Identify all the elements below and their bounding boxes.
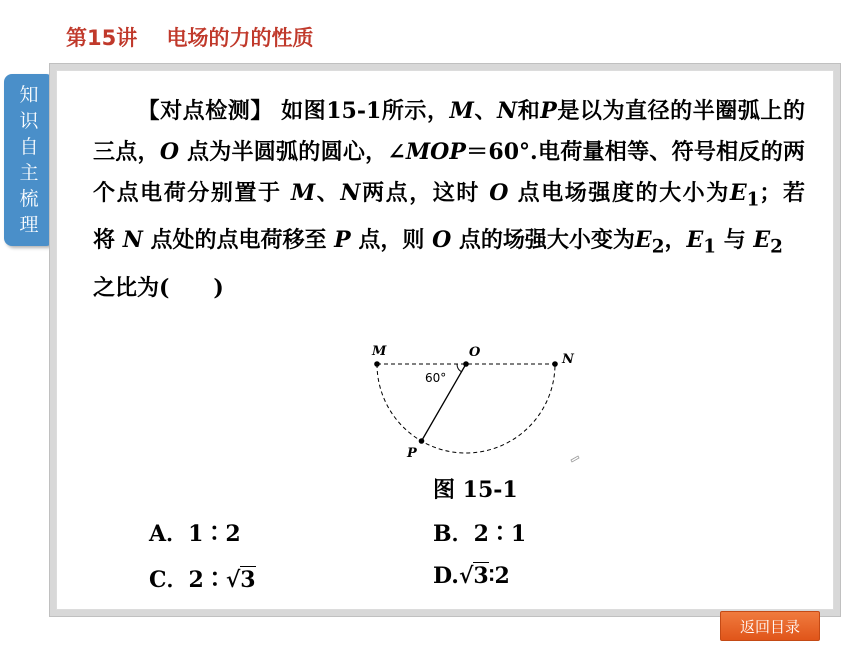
tab-char: 知: [19, 84, 39, 106]
option-c-prefix: C．2∶: [149, 567, 226, 593]
tab-char: 识: [19, 110, 39, 132]
semicircle-diagram: [357, 339, 597, 469]
text-run: 、: [315, 180, 341, 206]
tab-char: 自: [19, 136, 39, 158]
var-E: E: [634, 227, 652, 254]
option-c-radicand: 3: [240, 567, 256, 593]
var-N: N: [497, 98, 518, 124]
label-N: N: [562, 352, 574, 367]
subscript: 1: [703, 236, 717, 258]
text-run: 所示，: [381, 98, 450, 124]
option-c[interactable]: [149, 563, 256, 594]
var-MOP: MOP: [405, 139, 466, 165]
option-d[interactable]: [433, 563, 510, 589]
label-O: O: [469, 345, 481, 360]
text-run: 之比为( ): [93, 274, 224, 301]
option-b[interactable]: B．2∶1: [433, 521, 527, 547]
sqrt-symbol: √: [225, 567, 241, 593]
figure-ref: 15-1: [326, 98, 382, 124]
text-run: 点电场强度的大小为: [517, 180, 730, 206]
angle-label: 60°: [425, 371, 447, 385]
option-d-prefix: D.: [433, 563, 459, 589]
var-O: O: [489, 180, 509, 206]
question-tag: 【对点检测】: [137, 98, 273, 124]
var-M: M: [290, 180, 316, 206]
subscript: 2: [651, 236, 665, 258]
option-a[interactable]: A．1∶2: [149, 521, 241, 547]
tab-char: 理: [19, 214, 39, 236]
label-P: P: [407, 446, 417, 461]
question-card: [56, 70, 834, 610]
option-d-suffix: ∶2: [488, 563, 510, 589]
text-run: 和: [517, 98, 541, 124]
figure-caption: 图 15-1: [433, 477, 518, 503]
text-run: ＝60°.电荷量相等、符号相反的两个点电荷分别置于: [93, 139, 805, 206]
return-to-toc-button[interactable]: 返回目录: [720, 611, 820, 641]
text-run: 如图: [281, 98, 327, 124]
lecture-number: 第15讲: [66, 26, 138, 50]
subscript: 2: [770, 236, 783, 258]
point-P: [419, 438, 425, 444]
pencil-mark: [571, 456, 579, 462]
text-run: 、: [473, 98, 498, 124]
subscript: 1: [746, 189, 760, 211]
text-run: 是以为直径的半圈弧上的三点，: [93, 98, 805, 165]
angle-arc: [457, 364, 462, 372]
var-N: N: [122, 227, 143, 254]
sqrt-symbol: √: [458, 563, 474, 589]
var-M: M: [449, 98, 474, 124]
text-run: 两点，这时: [360, 180, 480, 206]
text-run: 点处的点电荷移至: [150, 227, 327, 254]
var-E: E: [729, 180, 747, 206]
var-N: N: [340, 180, 361, 206]
text-run: 点为半圆弧的圆心，∠: [186, 139, 406, 165]
var-E: E: [686, 227, 704, 254]
text-run: ；若将: [93, 180, 805, 254]
var-P: P: [334, 227, 351, 254]
point-O: [463, 361, 469, 367]
question-text: [93, 91, 805, 309]
semicircle-arc: [377, 364, 555, 453]
lecture-title: [66, 22, 313, 52]
point-N: [552, 361, 558, 367]
label-M: M: [372, 344, 387, 359]
var-E: E: [753, 227, 771, 254]
var-O: O: [432, 227, 452, 254]
section-tab[interactable]: [4, 74, 54, 246]
option-d-radicand: 3: [473, 563, 489, 589]
text-run: ，: [664, 227, 687, 254]
point-M: [374, 361, 380, 367]
text-run: 点，则: [358, 227, 425, 254]
var-O: O: [159, 139, 179, 165]
tab-char: 梳: [19, 188, 39, 210]
var-P: P: [540, 98, 557, 124]
text-run: 点的场强大小变为: [458, 227, 635, 254]
lecture-topic: 电场的力的性质: [166, 26, 314, 50]
tab-char: 主: [19, 162, 39, 184]
text-run: 与: [723, 227, 746, 254]
